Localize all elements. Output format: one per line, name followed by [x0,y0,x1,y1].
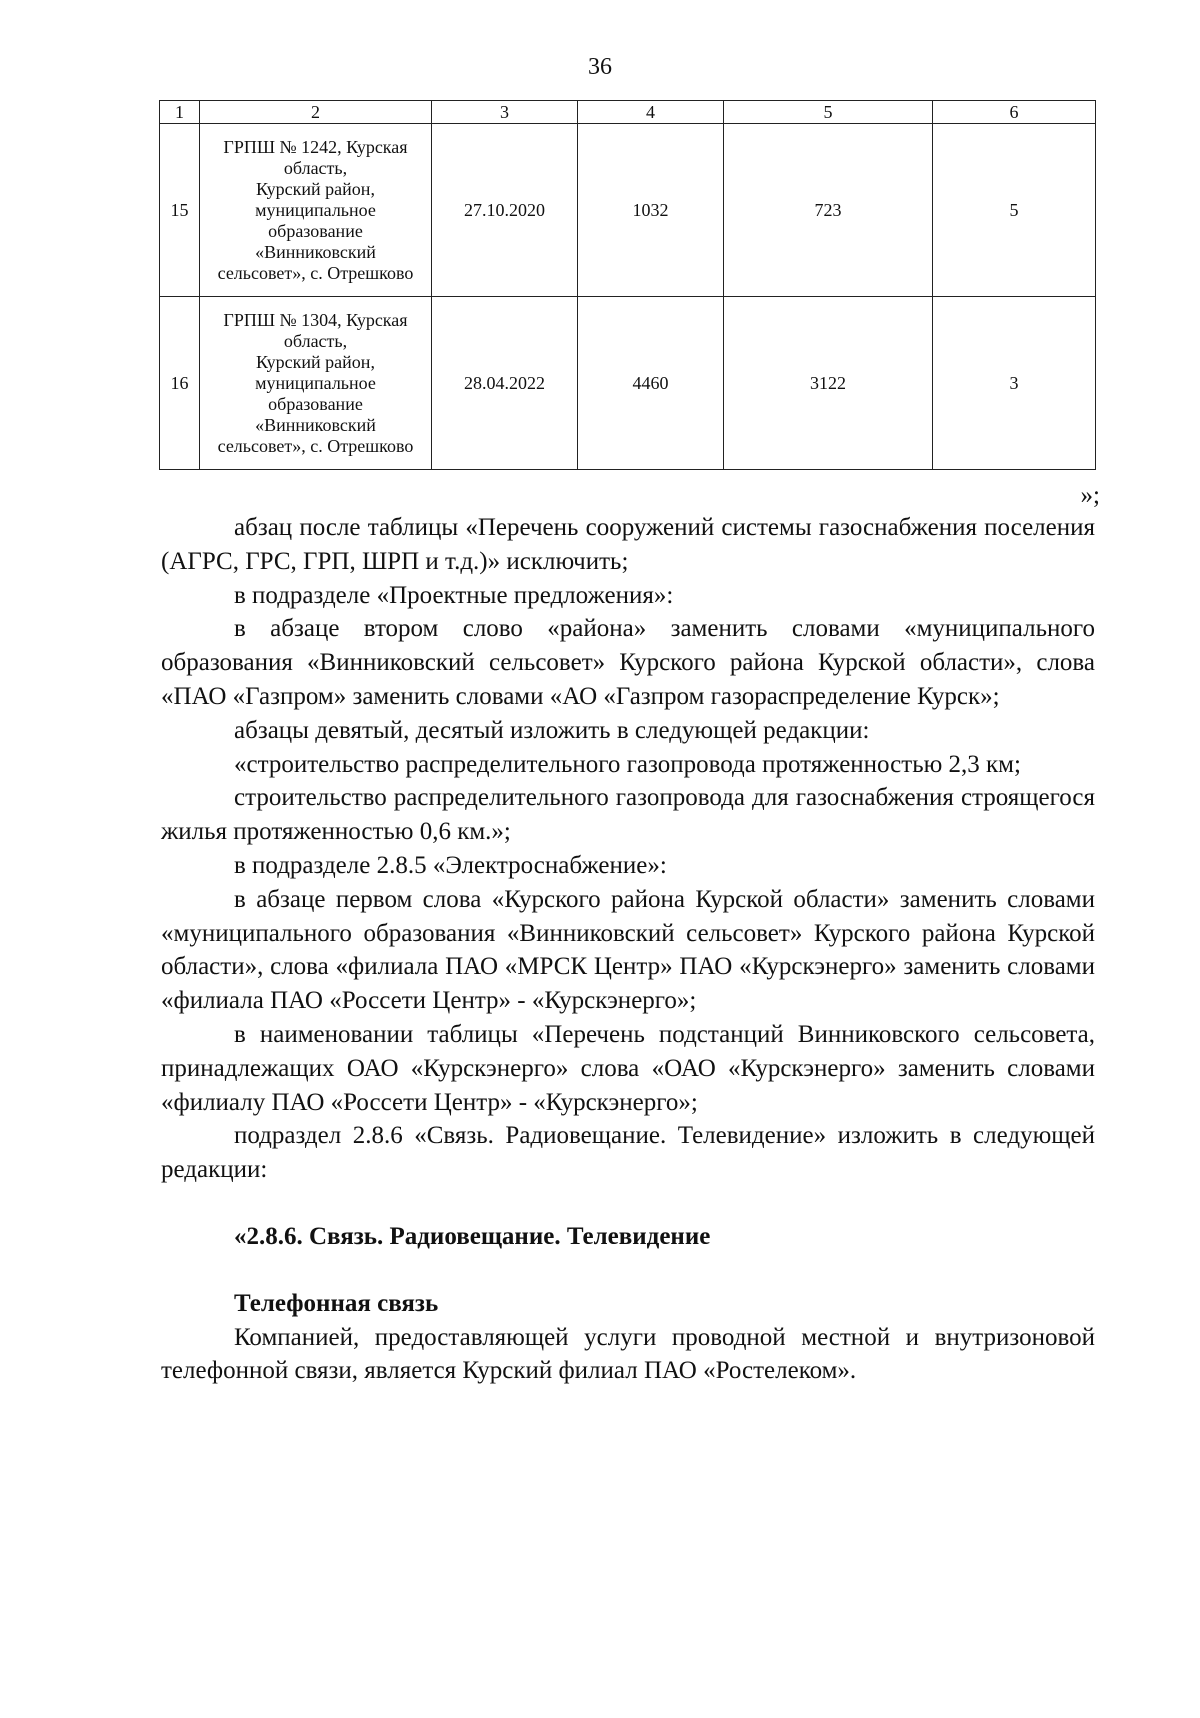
body-paragraph: строительство распределительного газопровода для газоснабжения строящегося жилья протяженностью 0,6 км.»; [161,784,1095,846]
facility-name-line: Курский район, [256,351,375,372]
facility-name-line: область, [283,157,348,178]
facility-name-line: область, [283,330,348,351]
facility-name-line: «Винниковский [255,414,376,435]
facility-name-line: Курский район, [256,178,375,199]
facility-name-line: сельсовет», с. Отрешково [217,435,414,456]
section-heading: «2.8.6. Связь. Радиовещание. Телевидение [234,1222,711,1250]
table-row [160,124,1096,297]
facilities-table [159,100,1096,470]
table-header-cell: 1 [160,101,200,124]
value-cell: 3 [933,297,1096,470]
table-header-row [160,101,1096,124]
body-paragraph: в подразделе «Проектные предложения»: [234,581,674,609]
document-body [161,511,1095,1388]
closing-quote: »; [1080,482,1100,509]
body-paragraph: в подразделе 2.8.5 «Электроснабжение»: [234,851,667,879]
body-paragraph: абзац после таблицы «Перечень сооружений системы газоснабжения поселения (АГРС, ГРС, ГРП, ШРП и т.д.)» исключить; [161,514,1095,575]
value-cell: 4460 [578,297,724,470]
date-cell: 28.04.2022 [432,297,578,470]
facility-name-cell [200,124,432,297]
value-cell: 723 [724,124,933,297]
body-paragraph: в абзаце первом слова «Курского района Курской области» заменить словами «муниципального образования «Винниковский сельсовет» Курского района Курской области», слова «филиала ПАО «МРСК Центр» ПАО «Курскэнерго» заменить словами «филиала ПАО «Россети Центр» - «Курскэнерго»; [161,885,1095,1015]
body-paragraph: «строительство распределительного газопровода протяженностью 2,3 км; [234,750,1021,778]
table-header-cell: 3 [432,101,578,124]
table-header-cell: 6 [933,101,1096,124]
row-number: 16 [160,297,200,470]
body-paragraph: в абзаце втором слово «района» заменить словами «муниципального образования «Винниковский сельсовет» Курского района Курской области», слова «ПАО «Газпром» заменить словами «АО «Газпром газораспределение Курск»; [161,615,1095,710]
table-header-cell: 2 [200,101,432,124]
value-cell: 1032 [578,124,724,297]
facility-name-line: образование [268,220,363,241]
value-cell: 5 [933,124,1096,297]
body-paragraph: Компанией, предоставляющей услуги проводной местной и внутризоновой телефонной связи, является Курский филиал ПАО «Ростелеком». [161,1323,1095,1385]
subheading: Телефонная связь [234,1289,439,1317]
facility-name-line: ГРПШ № 1304, Курская [223,309,408,330]
facility-name-line: сельсовет», с. Отрешково [217,262,414,283]
table-header-cell: 5 [724,101,933,124]
table-header-cell: 4 [578,101,724,124]
value-cell: 3122 [724,297,933,470]
facility-name-line: «Винниковский [255,241,376,262]
table-row [160,297,1096,470]
facility-name-line: муниципальное [255,372,376,393]
page-number: 36 [588,54,612,80]
body-paragraph: подраздел 2.8.6 «Связь. Радиовещание. Телевидение» изложить в следующей редакции: [161,1122,1095,1184]
facility-name-line: образование [268,393,363,414]
facility-name-cell [200,297,432,470]
body-paragraph: абзацы девятый, десятый изложить в следующей редакции: [234,716,870,744]
row-number: 15 [160,124,200,297]
facility-name-line: ГРПШ № 1242, Курская [223,136,408,157]
body-paragraph: в наименовании таблицы «Перечень подстанций Винниковского сельсовета, принадлежащих ОАО «Курскэнерго» слова «ОАО «Курскэнерго» заменить словами «филиалу ПАО «Россети Центр» - «Курскэнерго»; [161,1020,1095,1116]
date-cell: 27.10.2020 [432,124,578,297]
facility-name-line: муниципальное [255,199,376,220]
